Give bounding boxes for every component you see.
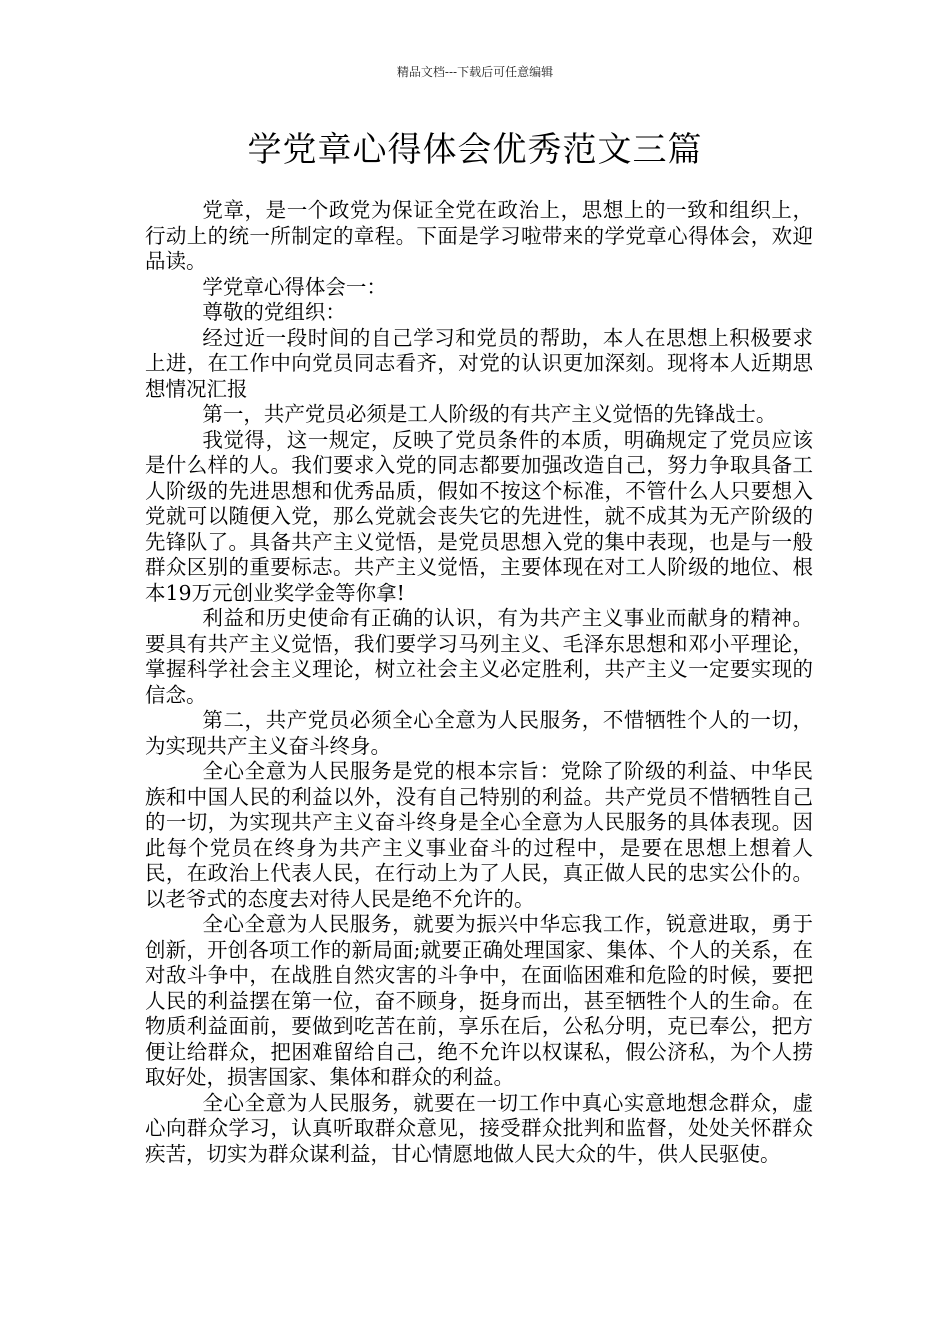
paragraph-section-heading: 学党章心得体会一： (202, 274, 387, 299)
paragraph: 经过近一段时间的自己学习和党员的帮助，本人在思想上积极要求上进，在工作中向党员同志看齐，对党的认识更加深刻。现将本人近期思想情况汇报 (145, 325, 813, 401)
paragraph-point-one: 第一，共产党员必须是工人阶级的有共产主义觉悟的先锋战士。 (202, 402, 777, 426)
paragraph: 利益和历史使命有正确的认识，有为共产主义事业而献身的精神。要具有共产主义觉悟，我们要学习马列主义、毛泽东思想和邓小平理论，掌握科学社会主义理论，树立社会主义必定胜利，共产主义一定要实现的信念。 (145, 606, 813, 707)
paragraph-point-two: 第二，共产党员必须全心全意为人民服务，不惜牺牲个人的一切，为实现共产主义奋斗终身。 (145, 708, 813, 758)
paragraph: 全心全意为人民服务是党的根本宗旨：党除了阶级的利益、中华民族和中国人民的利益以外，没有自己特别的利益。共产党员不惜牺牲自己的一切，为实现共产主义奋斗终身是全心全意为人民服务的具体表现。因此每个党员在终身为共产主义事业奋斗的过程中，是要在思想上想着人民，在政治上代表人民，在行动上为了人民，真正做人民的忠实公仆的。以老爷式的态度去对待人民是绝不允许的。 (145, 759, 813, 911)
paragraph: 全心全意为人民服务，就要在一切工作中真心实意地想念群众，虚心向群众学习，认真听取群众意见，接受群众批判和监督，处处关怀群众疾苦，切实为群众谋利益，甘心情愿地做人民大众的牛，供人民驱使。 (145, 1090, 813, 1166)
paragraph-salutation: 尊敬的党组织： (202, 300, 346, 324)
paragraph-intro: 党章，是一个政党为保证全党在政治上，思想上的一致和组织上，行动上的统一所制定的章程。下面是学习啦带来的学党章心得体会，欢迎品读。 (145, 198, 813, 273)
document-title: 学党章心得体会优秀范文三篇 (247, 130, 703, 170)
header-note: 精品文档---下载后可任意编辑 (396, 65, 554, 79)
paragraph: 全心全意为人民服务，就要为振兴中华忘我工作，锐意进取，勇于创新，开创各项工作的新局面;就要正确处理国家、集体、个人的关系，在对敌斗争中，在战胜自然灾害的斗争中，在面临困难和危险的时候，要把人民的利益摆在第一位，奋不顾身，挺身而出，甚至牺牲个人的生命。在物质利益面前，要做到吃苦在前，享乐在后，公私分明，克已奉公，把方便让给群众，把困难留给自己，绝不允许以权谋私，假公济私，为个人捞取好处，损害国家、集体和群众的利益。 (145, 912, 813, 1089)
paragraph: 我觉得，这一规定，反映了党员条件的本质，明确规定了党员应该是什么样的人。我们要求入党的同志都要加强改造自己，努力争取具备工人阶级的先进思想和优秀品质，假如不按这个标准，不管什么人只要想入党就可以随便入党，那么党就会丧失它的先进性，就不成其为无产阶级的先锋队了。具备共产主义觉悟，是党员思想入党的集中表现，也是与一般群众区别的重要标志。共产主义觉悟，主要体现在对工人阶级的地位、根本19万元创业奖学金等你拿! (145, 427, 813, 605)
document-body (145, 198, 813, 1167)
